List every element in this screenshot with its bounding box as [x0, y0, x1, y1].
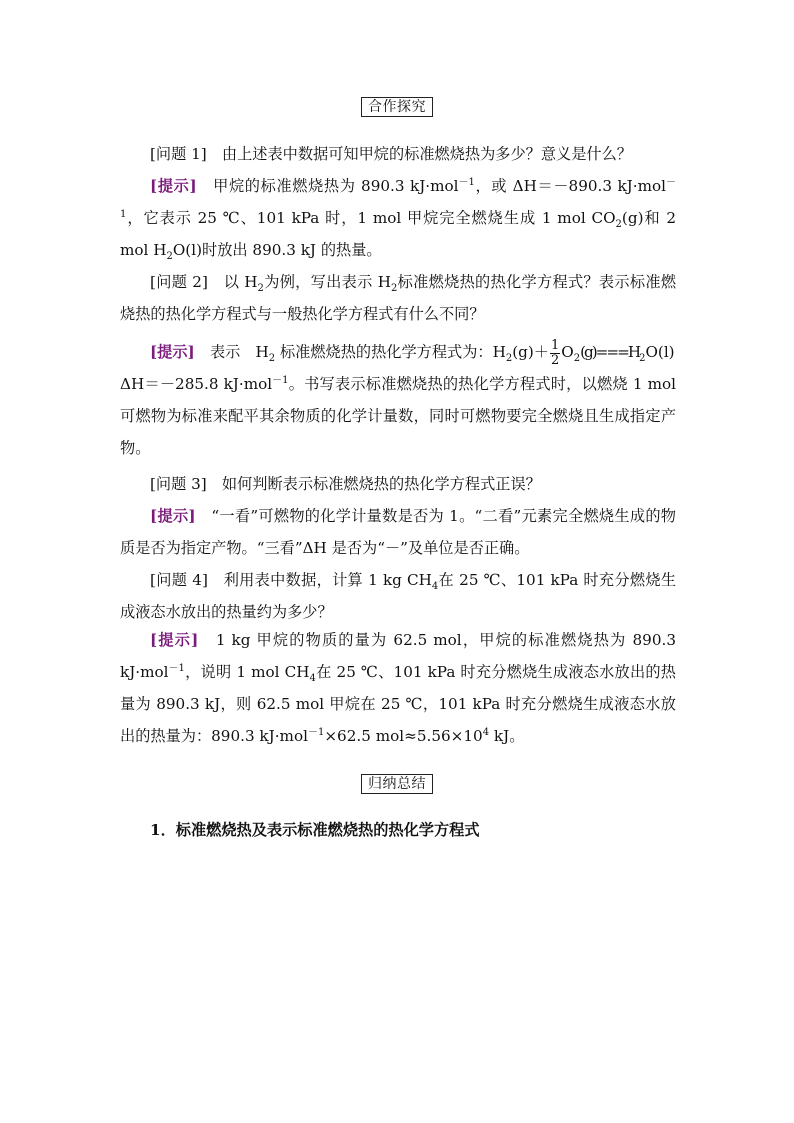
hint-1: [提示] 甲烷的标准燃烧热为 890.3 kJ·mol$^{-1}$，或 ΔH＝－890.3 kJ·mol$^{-1}$，它表示 25 ℃、101 kPa 时，1 mol 甲烷完全燃烧生成 1 mol $CO_2(g)$和 2 mol $H_2O(l)$时放出 890.3 kJ 的热量。	[120, 176, 677, 263]
section-title-cooperative-inquiry: 合作探究	[0, 97, 794, 117]
question-1	[120, 138, 676, 170]
question-4-label: [问题 4]	[150, 571, 208, 589]
hint-2: [提示] 表示 $H_2$ 标准燃烧热的热化学方程式为：$H_2(g)+$ $\frac{1}{2}$ $O_2(g)===H_2O(l)$ ΔH＝－285.8 kJ·mol$^{-1}$。书写表示标准燃烧热的热化学方程式时，以燃烧 1 mol 可燃物为标准来配平其余物质的化学计量数，同时可燃物要完全燃烧且生成指定产物。	[120, 337, 676, 457]
hint-3-label: [提示]	[150, 507, 196, 525]
hint-4-label: [提示]	[150, 631, 199, 649]
fraction-one-half: $\frac{1}{2}$	[550, 337, 560, 368]
question-2-label: [问题 2]	[150, 273, 208, 291]
question-4: [问题 4] 利用表中数据，计算 1 kg $CH_4$在 25 ℃、101 kPa 时充分燃烧生成液态水放出的热量约为多少？	[120, 571, 677, 621]
hint-1-label: [提示]	[150, 177, 197, 195]
question-1-text: 由上述表中数据可知甲烷的标准燃烧热为多少？意义是什么？	[221, 145, 632, 163]
question-1-label: [问题 1]	[150, 145, 207, 163]
question-2: [问题 2] 以 $H_2$为例，写出表示 $H_2$标准燃烧热的热化学方程式？表示标准燃烧热的热化学方程式与一般热化学方程式有什么不同？	[120, 273, 677, 323]
question-3-label: [问题 3]	[150, 475, 207, 493]
hint-4: [提示] 1 kg 甲烷的物质的量为 62.5 mol，甲烷的标准燃烧热为 890.3 kJ·mol$^{-1}$，说明 1 mol $CH_4$在 25 ℃、101 kPa 时充分燃烧生成液态水放出的热量为 890.3 kJ，则 62.5 mol 甲烷在 25 ℃，101 kPa 时充分燃烧生成液态水放出的热量为：890.3 kJ·mol$^{-1}$×62.5 $mol\approx 5.56\times 10^4$ kJ。	[120, 631, 677, 745]
hint-3: [提示] “一看”可燃物的化学计量数是否为 1。“二看”元素完全燃烧生成的物质是否为指定产物。“三看”ΔH 是否为“－”及单位是否正确。	[120, 507, 676, 557]
section-title-summary: 归纳总结	[0, 774, 794, 794]
hint-2-label: [提示]	[150, 343, 195, 361]
question-3: [问题 3] 如何判断表示标准燃烧热的热化学方程式正误？	[150, 475, 541, 493]
summary-point-1: 1．标准燃烧热及表示标准燃烧热的热化学方程式	[150, 821, 480, 839]
